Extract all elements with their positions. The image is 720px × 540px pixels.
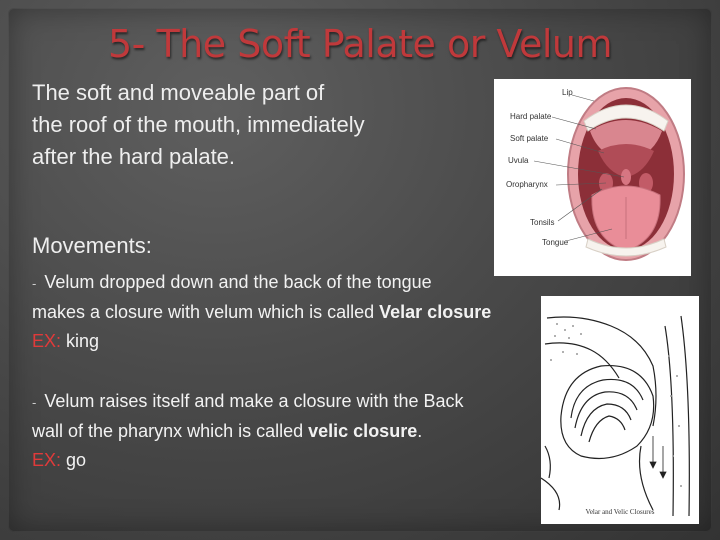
velum-diagram-caption: Velar and Velic Closures [585, 508, 655, 516]
mouth-anatomy-illustration [494, 79, 691, 276]
movements-heading: Movements: [32, 233, 152, 258]
bullet-dash: - [32, 276, 37, 291]
intro-line: The soft and moveable part of [32, 80, 325, 105]
example-word: king [61, 331, 100, 351]
movement-bullet [32, 268, 592, 356]
label-hard-palate: Hard palate [510, 112, 552, 121]
slide-title: 5- The Soft Palate or Velum [107, 22, 612, 66]
label-soft-palate: Soft palate [510, 134, 549, 143]
bullet-line: wall of the pharynx which is called [32, 421, 309, 441]
velum-closure-image [541, 296, 699, 524]
bullet-line-end: . [417, 421, 423, 441]
closure-term: Velar closure [379, 302, 492, 322]
label-uvula: Uvula [508, 156, 529, 165]
closure-term: velic closure [308, 421, 418, 441]
bullet-line: makes a closure with velum which is called [32, 302, 380, 322]
example-label: EX: [32, 450, 62, 470]
movement-bullet [32, 387, 592, 475]
intro-paragraph [32, 77, 472, 173]
label-tongue: Tongue [542, 238, 569, 247]
bullet-line: Velum dropped down and the back of the tongue [44, 272, 432, 292]
intro-line: the roof of the mouth, immediately [32, 112, 365, 137]
label-tonsils: Tonsils [530, 218, 555, 227]
velum-closure-illustration [541, 296, 699, 524]
bullet-dash: - [32, 395, 37, 410]
example-word: go [61, 450, 87, 470]
bullet-line: Velum raises itself and make a closure with the Back [44, 391, 464, 411]
mouth-anatomy-image [494, 79, 691, 276]
label-lip: Lip [562, 88, 573, 97]
intro-line: after the hard palate. [32, 144, 236, 169]
example-label: EX: [32, 331, 62, 351]
label-oropharynx: Oropharynx [506, 180, 548, 189]
